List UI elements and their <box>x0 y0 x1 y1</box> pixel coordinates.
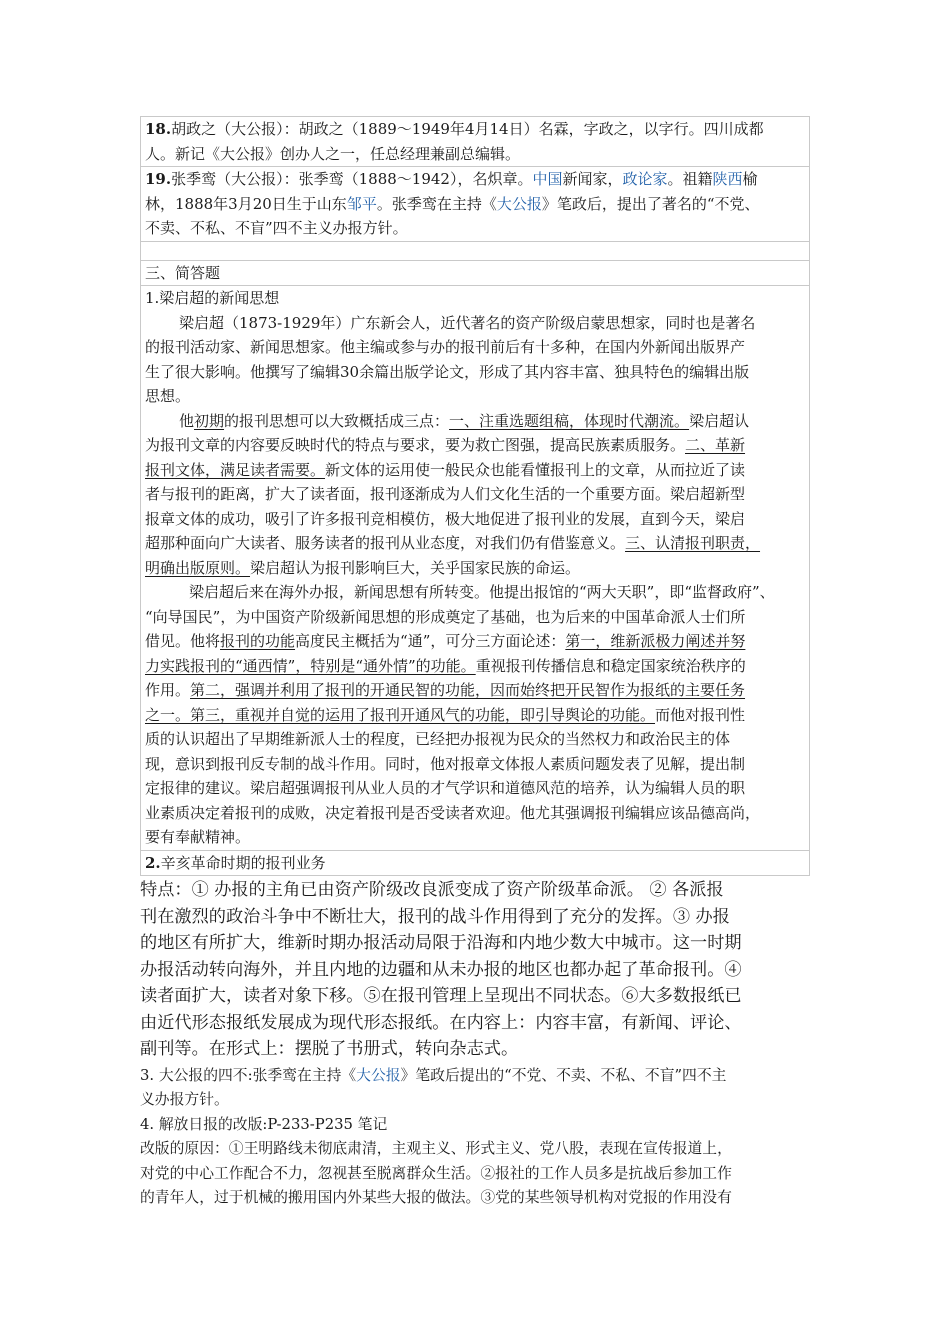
q1-para2-line: 明确出版原则。梁启超认为报刊影响巨大，关乎国家民族的命运。 <box>145 558 581 577</box>
section-heading-row <box>141 261 809 287</box>
question-1 <box>141 286 809 851</box>
q1-para3-line: 现，意识到报刊反专制的战斗作用。同时，他对报章文体报人素质问题发表了见解，提出制 <box>145 754 746 773</box>
empty-row <box>141 242 809 261</box>
q4-line: 对党的中心工作配合不力，忽视甚至脱离群众生活。②报社的工作人员多是抗战后参加工作 <box>140 1164 732 1182</box>
entry-19-line-1: 19.张季鸾（大公报）：张季鸾（1888～1942），名炽章。中国新闻家，政论家。祖籍陕西榆 <box>145 170 758 188</box>
features-line: 副刊等。在形式上：摆脱了书册式，转向杂志式。 <box>140 1039 519 1059</box>
link-zouping[interactable]: 邹平 <box>346 194 377 213</box>
q1-para2-line: 超那种面向广大读者、服务读者的报刊从业态度，对我们仍有借鉴意义。三、认清报刊职责， <box>145 534 761 552</box>
q1-para3-line: 业素质决定着报刊的成败，决定着报刊是否受读者欢迎。他尤其强调报刊编辑应该品德高尚， <box>145 803 761 822</box>
entry-19-number: 19. <box>145 170 172 188</box>
q1-para2-line: 他初期的报刊思想可以大致概括成三点：一、注重选题组稿，体现时代潮流。梁启超认 <box>179 411 750 430</box>
entry-18-line-1: 18.胡政之（大公报）：胡政之（1889～1949年4月14日）名霖，字政之，以字行。四川成都 <box>145 120 764 138</box>
q1-para3-line: 力实践报刊的“通西情”，特别是“通外情”的功能。重视报刊传播信息和稳定国家统治秩序的 <box>145 656 746 675</box>
features-line: 刊在激烈的政治斗争中不断壮大，报刊的战斗作用得到了充分的发挥。③ 办报 <box>140 906 730 927</box>
q1-para2-line: 者与报刊的距离，扩大了读者面，报刊逐渐成为人们文化生活的一个重要方面。梁启超新型 <box>145 485 746 503</box>
link-zhenglunjia[interactable]: 政论家 <box>622 170 668 188</box>
features-line: 由近代形态报纸发展成为现代形态报纸。在内容上：内容丰富，有新闻、评论、 <box>140 1012 742 1033</box>
link-shaanxi[interactable]: 陕西 <box>712 170 743 188</box>
features-block <box>140 877 810 1063</box>
q1-para1-line: 的报刊活动家、新闻思想家。他主编或参与办的报刊前后有十多种，在国内外新闻出版界产 <box>145 338 746 356</box>
q1-para1-line: 思想。 <box>145 387 191 405</box>
features-line: 读者面扩大，读者对象下移。⑤在报刊管理上呈现出不同状态。⑥大多数报纸已 <box>140 986 742 1006</box>
q1-para3-line: 定报律的建议。梁启超强调报刊从业人员的才气学识和道德风范的培养，认为编辑人员的职 <box>145 779 746 797</box>
q1-para3-line: “向导国民”，为中国资产阶级新闻思想的形成奠定了基础，也为后来的中国革命派人士们所 <box>145 607 746 626</box>
q1-para3-line: 之一。第三，重视并自觉的运用了报刊开通风气的功能，即引导舆论的功能。而他对报刊性 <box>145 705 746 724</box>
q4-line: 改版的原因：①王明路线未彻底肃清，主观主义、形式主义、党八股，表现在宣传报道上， <box>140 1140 732 1158</box>
q1-para3-line: 借见。他将报刊的功能高度民主概括为“通”，可分三方面论述：第一，维新派极力阐述并努 <box>145 632 746 650</box>
link-zhongguo[interactable]: 中国 <box>532 170 563 188</box>
q1-para2-line: 报章文体的成功，吸引了许多报刊竞相模仿，极大地促进了报刊业的发展，直到今天，梁启 <box>145 509 746 528</box>
features-line: 特点：① 办报的主角已由资产阶级改良派变成了资产阶级革命派。 ② 各派报 <box>140 880 724 900</box>
question-4 <box>140 1113 810 1211</box>
q1-para3-line: 要有奉献精神。 <box>145 828 251 846</box>
q1-para2-line: 为报刊文章的内容要反映时代的特点与要求，要为救亡图强，提高民族素质服务。二、革新 <box>145 436 746 454</box>
q1-para3-line: 质的认识超出了早期维新派人士的程度，已经把办报视为民众的当然权力和政治民主的体 <box>145 730 731 748</box>
entry-18 <box>141 117 809 167</box>
entry-18-number: 18. <box>145 120 172 138</box>
entry-19-line-2: 林，1888年3月20日生于山东邹平。张季鸾在主持《大公报》笔政后，提出了著名的“不党、 <box>145 194 760 213</box>
features-line: 办报活动转向海外，并且内地的边疆和从未办报的地区也都办起了革命报刊。④ <box>140 959 742 980</box>
features-line: 的地区有所扩大，维新时期办报活动局限于沿海和内地少数大中城市。这一时期 <box>140 933 742 953</box>
section-heading: 三、简答题 <box>145 263 221 282</box>
question-1-title: 1.梁启超的新闻思想 <box>145 289 280 307</box>
q3-line-1: 3. 大公报的四不:张季鸾在主持《大公报》笔政后提出的“不党、不卖、不私、不盲”四不主 <box>140 1066 727 1084</box>
question-3 <box>140 1064 810 1113</box>
q1-para2-line: 报刊文体，满足读者需要。新文体的运用使一般民众也能看懂报刊上的文章，从而拉近了读 <box>145 460 746 479</box>
q1-para1-line: 生了很大影响。他撰写了编辑30余篇出版学论文，形成了其内容丰富、独具特色的编辑出版 <box>145 362 750 381</box>
entry-19 <box>141 167 809 242</box>
question-2-title: 2.辛亥革命时期的报刊业务 <box>145 853 326 872</box>
q3-line-2: 义办报方针。 <box>140 1091 229 1109</box>
question-2-title-row <box>141 851 809 876</box>
document-page <box>140 116 810 1211</box>
q1-para1-line: 梁启超（1873-1929年）广东新会人，近代著名的资产阶级启蒙思想家，同时也是著名 <box>179 313 756 332</box>
q4-line: 的青年人，过于机械的搬用国内外某些大报的做法。③党的某些领导机构对党报的作用没有 <box>140 1189 732 1207</box>
q1-para3-line: 作用。第二，强调并利用了报刊的开通民智的功能，因而始终把开民智作为报纸的主要任务 <box>145 681 746 699</box>
q4-title: 4. 解放日报的改版:P-233-P235 笔记 <box>140 1115 388 1133</box>
q1-para3-line: 梁启超后来在海外办报，新闻思想有所转变。他提出报馆的“两大天职”，即“监督政府”、 <box>189 583 775 601</box>
entry-19-line-3: 不卖、不私、不盲”四不主义办报方针。 <box>145 219 408 237</box>
glossary-table <box>140 116 810 876</box>
link-dagongbao[interactable]: 大公报 <box>496 194 542 213</box>
link-dagongbao-q3[interactable]: 大公报 <box>356 1066 401 1084</box>
entry-18-line-2: 人。新记《大公报》创办人之一，任总经理兼副总编辑。 <box>145 144 521 163</box>
